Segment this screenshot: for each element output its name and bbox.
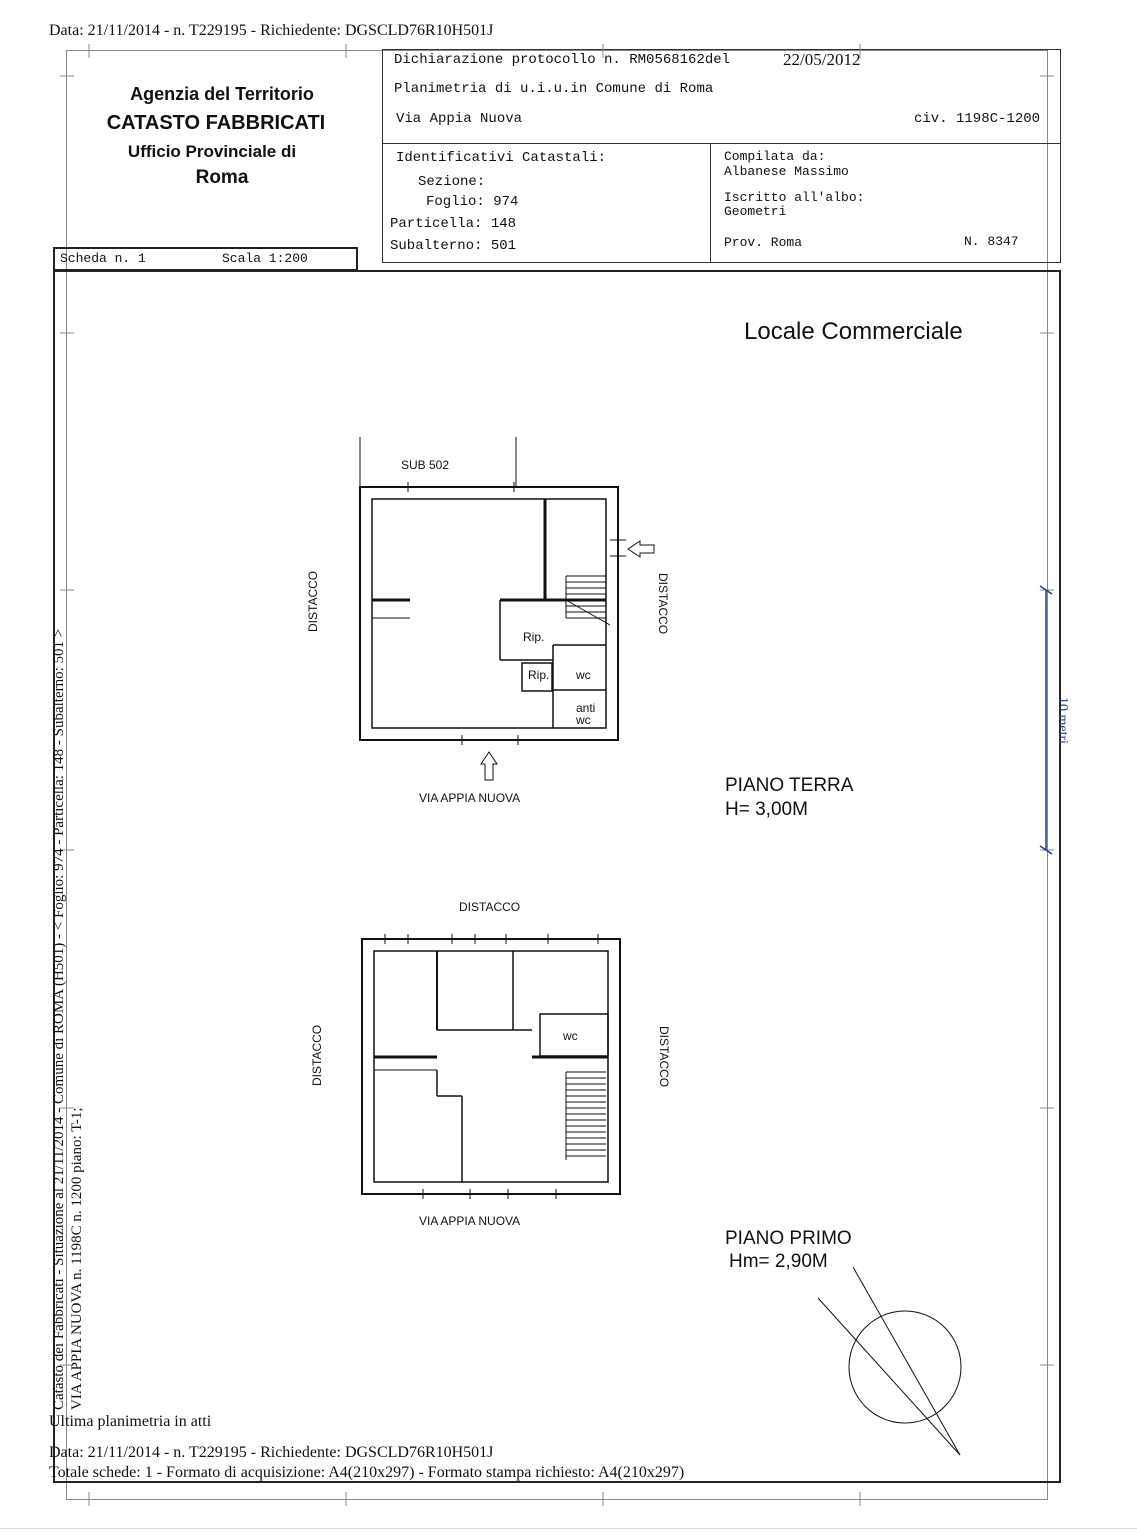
via-text: Via Appia Nuova xyxy=(396,111,523,127)
ground-street-label: VIA APPIA NUOVA xyxy=(419,791,521,805)
ufficio-city: Roma xyxy=(195,167,249,188)
first-distacco-right: DISTACCO xyxy=(657,1026,671,1088)
agency-name: Agenzia del Territorio xyxy=(130,84,314,104)
scale-bar-label: 10 metri xyxy=(1055,697,1070,745)
civ-text: civ. 1198C-1200 xyxy=(914,111,1041,127)
numero-albo: N. 8347 xyxy=(964,234,1019,249)
drawing-title: Locale Commerciale xyxy=(744,318,963,345)
ground-distacco-left: DISTACCO xyxy=(306,570,320,632)
first-wc-room: wc xyxy=(563,1029,578,1043)
footer-totale-schede: Totale schede: 1 - Formato di acquisizione: A4(210x297) - Formato stampa richiesto: A4(210x297) xyxy=(49,1464,685,1481)
iscritto-albo: Iscritto all'albo: xyxy=(724,190,865,205)
dichiarazione-date: 22/05/2012 xyxy=(783,50,861,69)
scale-bar-line xyxy=(1040,586,1052,854)
side-catasto-text: Catasto dei Fabbricati - Situazione al 21/11/2014 - Comune di ROMA (H501) - < Foglio: 974 - Particella: 148 - Subalterno: 501 > xyxy=(51,628,67,1410)
anti-wc-room-top: anti xyxy=(576,701,596,715)
footer-request-line: Data: 21/11/2014 - n. T229195 - Richiedente: DGSCLD76R10H501J xyxy=(49,1444,494,1461)
piano-primo-height: Hm= 2,90M xyxy=(729,1251,828,1272)
albo-geometri: Geometri xyxy=(724,204,787,219)
subalterno: Subalterno: 501 xyxy=(390,238,517,254)
north-compass-icon xyxy=(818,1267,961,1455)
scheda-number: Scheda n. 1 xyxy=(60,251,146,266)
piano-terra-height: H= 3,00M xyxy=(725,799,808,820)
sub-502-label: SUB 502 xyxy=(401,458,450,472)
top-request-line: Data: 21/11/2014 - n. T229195 - Richiedente: DGSCLD76R10H501J xyxy=(49,22,494,39)
ufficio-provinciale: Ufficio Provinciale di xyxy=(127,142,297,161)
compilata-title: Compilata da: xyxy=(724,149,826,164)
dichiarazione-text: Dichiarazione protocollo n. RM0568162del xyxy=(394,52,731,68)
prov: Prov. Roma xyxy=(724,235,803,250)
scala: Scala 1:200 xyxy=(222,251,308,266)
piano-primo-label: PIANO PRIMO xyxy=(725,1228,852,1249)
compilata-name: Albanese Massimo xyxy=(724,164,849,179)
rip-room-2: Rip. xyxy=(528,668,550,682)
first-distacco-top: DISTACCO xyxy=(459,900,521,914)
page-separator xyxy=(0,1528,1137,1529)
catasto-fabbricati: CATASTO FABBRICATI xyxy=(106,112,326,134)
foglio: Foglio: 974 xyxy=(426,194,519,210)
rip-room-1: Rip. xyxy=(523,630,545,644)
first-street-label: VIA APPIA NUOVA xyxy=(419,1214,521,1228)
ground-distacco-right: DISTACCO xyxy=(656,573,670,635)
wc-room: wc xyxy=(576,668,591,682)
piano-terra-label: PIANO TERRA xyxy=(725,775,854,796)
anti-wc-room-bottom: wc xyxy=(576,713,591,727)
ultima-planimetria: Ultima planimetria in atti xyxy=(49,1413,212,1430)
first-distacco-left: DISTACCO xyxy=(310,1024,324,1086)
ground-floor-plan xyxy=(360,437,654,780)
first-floor-plan xyxy=(362,934,620,1199)
planimetria-text: Planimetria di u.i.u.in Comune di Roma xyxy=(394,81,714,97)
side-address-text: VIA APPIA NUOVA n. 1198C n. 1200 piano: T-1; xyxy=(69,1107,85,1410)
frame-ticks xyxy=(60,44,1054,1506)
particella: Particella: 148 xyxy=(390,216,517,232)
identificativi-title: Identificativi Catastali: xyxy=(396,150,607,166)
sezione: Sezione: xyxy=(418,174,486,190)
